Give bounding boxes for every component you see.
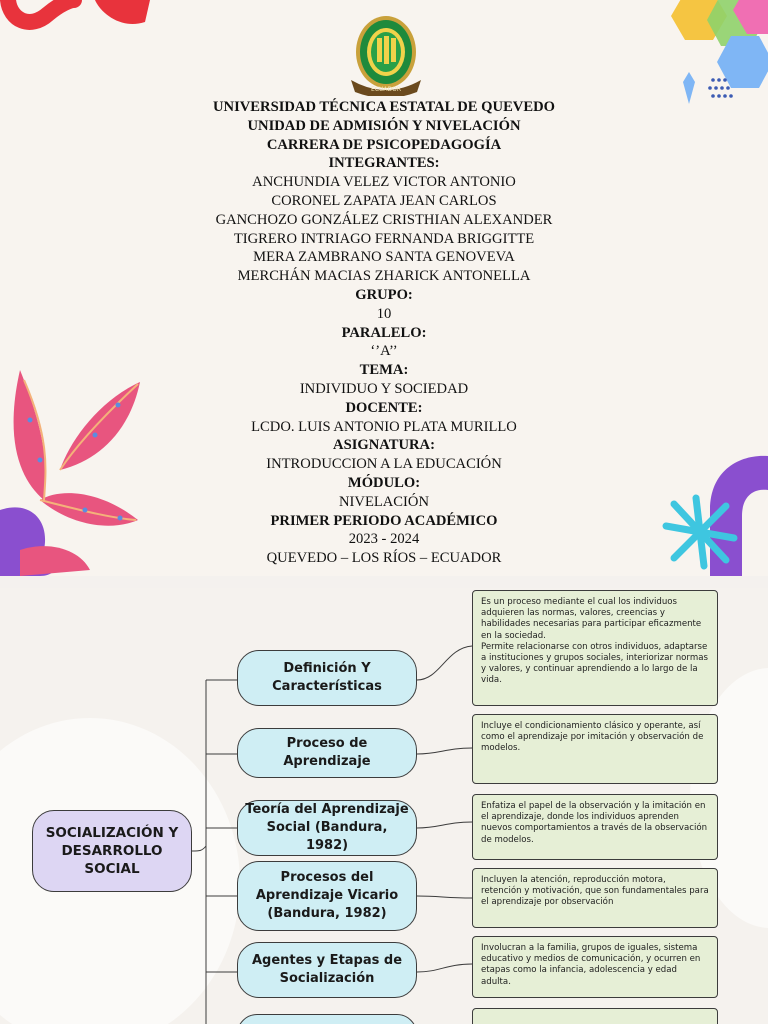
cover-line: MERCHÁN MACIAS ZHARICK ANTONELLA: [237, 268, 531, 285]
cutoff-description-box: [472, 1008, 718, 1024]
university-seal-logo: [347, 14, 425, 96]
branch-teoria-node: Teoría del Aprendizaje Social (Bandura, 1982): [237, 800, 417, 856]
procesos-vicario-description-box: [472, 868, 718, 928]
cover-text-block: [0, 98, 768, 568]
cover-line: LCDO. LUIS ANTONIO PLATA MURILLO: [251, 418, 517, 435]
cover-line: GRUPO:: [355, 286, 413, 303]
branch-cutoff-node: [237, 1014, 417, 1024]
description-text: Incluye el condicionamiento clásico y operante, así como el aprendizaje por imitación y observación de modelos.: [481, 721, 704, 754]
cover-line: ‘’A’’: [370, 343, 398, 360]
cover-line: INTEGRANTES:: [328, 155, 440, 172]
cover-line: INTRODUCCION A LA EDUCACIÓN: [266, 456, 502, 473]
description-text: Permite relacionarse con otros individuos, adaptarse a instituciones y grupos sociales, interiorizar normas y valores, y continuar aprendiendo a lo largo de la vida.: [481, 641, 708, 686]
branch-proceso-node: Proceso de Aprendizaje: [237, 728, 417, 778]
cover-line: MÓDULO:: [347, 474, 421, 491]
cover-line: UNIDAD DE ADMISIÓN Y NIVELACIÓN: [247, 117, 521, 134]
mindmap-page: [0, 588, 768, 1024]
cover-line: DOCENTE:: [345, 399, 423, 416]
branch-agentes-node: Agentes y Etapas de Socialización: [237, 942, 417, 998]
cover-line: CORONEL ZAPATA JEAN CARLOS: [271, 192, 497, 209]
description-text: Es un proceso mediante el cual los individuos adquieren las normas, valores, creencias y habilidades necesarias para participar eficazmente en la sociedad.: [481, 597, 702, 641]
root-topic-node: SOCIALIZACIÓN Y DESARROLLO SOCIAL: [32, 810, 192, 892]
hexagon-decoration: [655, 0, 768, 110]
branch-procesos-vicario-node: Procesos del Aprendizaje Vicario (Bandura, 1982): [237, 861, 417, 931]
teoria-description-box: [472, 794, 718, 860]
cover-line: INDIVIDUO Y SOCIEDAD: [299, 380, 469, 397]
cover-line: MERA ZAMBRANO SANTA GENOVEVA: [253, 249, 515, 266]
description-text: Enfatiza el papel de la observación y la imitación en el aprendizaje, donde los individuos aprenden nuevos comportamientos a través de la observación de modelos.: [481, 801, 708, 845]
definicion-description-box: [472, 590, 718, 706]
description-text: Incluyen la atención, reproducción motora, retención y motivación, que son fundamentales para el aprendizaje por observación: [481, 875, 709, 908]
cover-line: NIVELACIÓN: [339, 493, 429, 510]
svg-text:ECUADOR: ECUADOR: [371, 86, 401, 93]
cover-line: PRIMER PERIODO ACADÉMICO: [270, 512, 498, 529]
proceso-description-box: [472, 714, 718, 784]
cover-line: TEMA:: [359, 362, 409, 379]
cover-line: UNIVERSIDAD TÉCNICA ESTATAL DE QUEVEDO: [213, 99, 555, 115]
description-text: Involucran a la familia, grupos de iguales, sistema educativo y medios de comunicación, y ocurren en etapas como la infancia, adolescencia y edad adulta.: [481, 943, 701, 987]
cover-line: GANCHOZO GONZÁLEZ CRISTHIAN ALEXANDER: [215, 211, 553, 228]
cover-line: TIGRERO INTRIAGO FERNANDA BRIGGITTE: [233, 230, 535, 247]
cover-line: QUEVEDO – LOS RÍOS – ECUADOR: [266, 550, 502, 567]
cover-line: 10: [376, 305, 392, 322]
red-squiggle-decoration: [0, 0, 160, 40]
cover-line: CARRERA DE PSICOPEDAGOGÍA: [266, 136, 502, 153]
cover-line: ANCHUNDIA VELEZ VICTOR ANTONIO: [252, 174, 516, 191]
agentes-description-box: [472, 936, 718, 998]
cover-line: PARALELO:: [341, 324, 427, 341]
cover-line: ASIGNATURA:: [333, 437, 435, 454]
branch-definicion-node: Definición Y Características: [237, 650, 417, 706]
cover-line: 2023 - 2024: [348, 531, 420, 548]
